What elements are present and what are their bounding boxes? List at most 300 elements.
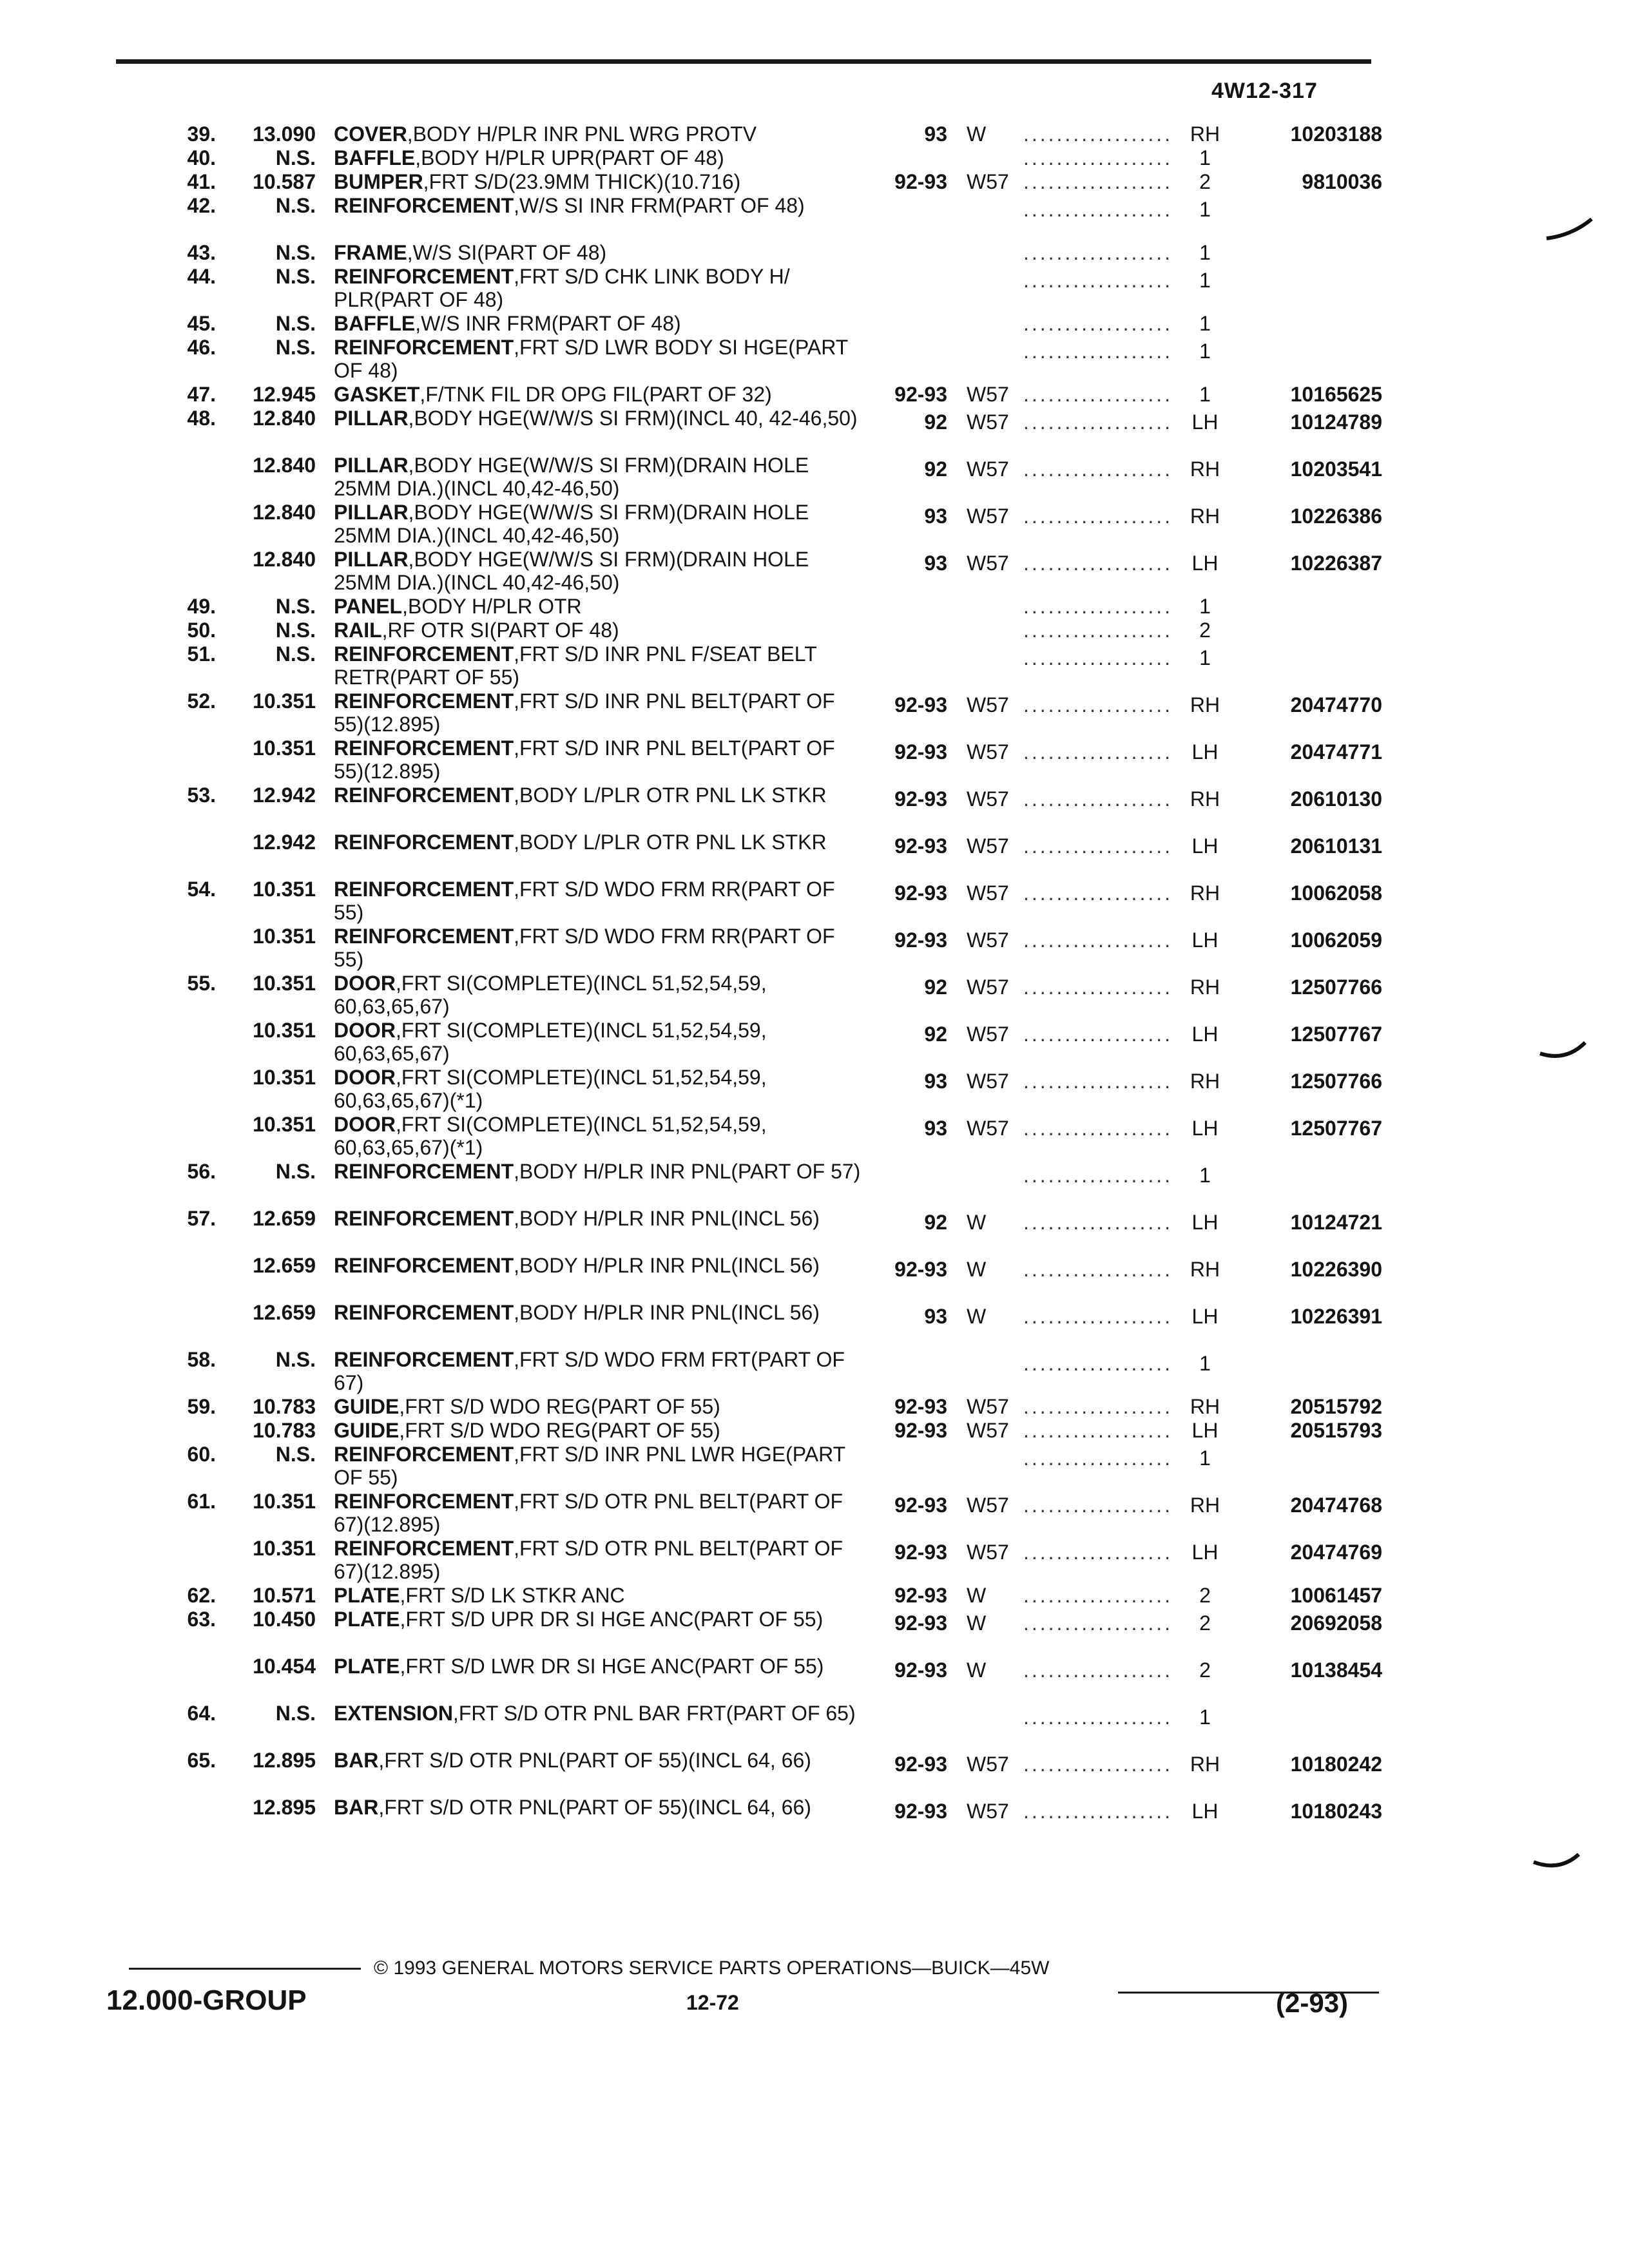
model-year: 92-93 bbox=[894, 1800, 947, 1823]
part-number: 10062059 bbox=[1290, 928, 1382, 952]
part-description bbox=[334, 336, 869, 382]
quantity: 2 bbox=[1199, 170, 1211, 193]
model-year: 92-93 bbox=[894, 1541, 947, 1564]
table-row bbox=[0, 1702, 1629, 1748]
part-name: REINFORCEMENT bbox=[334, 783, 514, 807]
model-year: 92-93 bbox=[894, 1258, 947, 1281]
group-number: N.S. bbox=[275, 1348, 316, 1371]
part-number: 20474768 bbox=[1290, 1494, 1382, 1517]
part-detail: ,FRT S/D OTR PNL BAR FRT(PART OF 65) bbox=[452, 1702, 856, 1725]
part-number: 20474770 bbox=[1290, 693, 1382, 716]
quantity: RH bbox=[1190, 1258, 1220, 1281]
model-code: W57 bbox=[967, 410, 1009, 434]
part-description bbox=[334, 689, 869, 736]
quantity: LH bbox=[1191, 1117, 1219, 1140]
quantity: RH bbox=[1190, 693, 1220, 716]
part-number: 20610130 bbox=[1290, 787, 1382, 811]
part-name: REINFORCEMENT bbox=[334, 642, 514, 666]
quantity: 1 bbox=[1199, 1164, 1211, 1187]
group-number: 12.895 bbox=[253, 1796, 316, 1819]
leader-dots: .................. bbox=[1023, 1419, 1173, 1442]
part-detail: ,FRT S/D UPR DR SI HGE ANC(PART OF 55) bbox=[400, 1608, 824, 1631]
part-name: REINFORCEMENT bbox=[334, 736, 514, 760]
part-detail: ,FRT SI(COMPLETE)(INCL 51,52,54,59, 60,63,65,67) bbox=[334, 972, 767, 1018]
part-description bbox=[334, 170, 869, 193]
group-number: N.S. bbox=[275, 619, 316, 642]
table-row bbox=[0, 1301, 1629, 1347]
group-number: 10.351 bbox=[253, 1537, 316, 1560]
model-code: W57 bbox=[967, 552, 1009, 575]
leader-dots: .................. bbox=[1023, 928, 1173, 952]
part-detail: ,FRT SI(COMPLETE)(INCL 51,52,54,59, 60,63,65,67) bbox=[334, 1019, 767, 1065]
quantity: LH bbox=[1191, 1211, 1219, 1234]
part-name: REINFORCEMENT bbox=[334, 265, 514, 288]
part-name: DOOR bbox=[334, 972, 396, 995]
part-number: 20515792 bbox=[1290, 1395, 1382, 1418]
group-number: N.S. bbox=[275, 312, 316, 335]
part-detail: ,FRT SI(COMPLETE)(INCL 51,52,54,59, 60,63,65,67)(*1) bbox=[334, 1113, 767, 1159]
part-name: GUIDE bbox=[334, 1419, 400, 1442]
quantity: LH bbox=[1191, 928, 1219, 952]
part-detail: ,FRT S/D WDO FRM FRT(PART OF 67) bbox=[334, 1348, 845, 1394]
group-number: 10.351 bbox=[253, 925, 316, 948]
group-number: 10.783 bbox=[253, 1419, 316, 1442]
part-detail: ,BODY H/PLR INR PNL(INCL 56) bbox=[514, 1207, 820, 1230]
table-row bbox=[0, 619, 1629, 642]
model-code: W57 bbox=[967, 1800, 1009, 1823]
part-number: 12507766 bbox=[1290, 975, 1382, 999]
model-code: W57 bbox=[967, 975, 1009, 999]
quantity: RH bbox=[1190, 122, 1220, 146]
model-year: 92-93 bbox=[894, 928, 947, 952]
part-detail: ,BODY L/PLR OTR PNL LK STKR bbox=[514, 831, 827, 854]
leader-dots: .................. bbox=[1023, 1658, 1173, 1682]
leader-dots: .................. bbox=[1023, 834, 1173, 858]
punch-hole-mark-middle bbox=[1537, 1037, 1588, 1063]
model-code: W bbox=[967, 1584, 987, 1607]
model-code: W57 bbox=[967, 457, 1009, 481]
leader-dots: .................. bbox=[1023, 312, 1173, 335]
table-row bbox=[0, 501, 1629, 547]
model-year: 93 bbox=[924, 1117, 947, 1140]
quantity: 1 bbox=[1199, 646, 1211, 669]
part-description bbox=[334, 1655, 869, 1678]
group-number: 12.659 bbox=[253, 1254, 316, 1277]
part-description bbox=[334, 383, 869, 406]
part-number: 12507767 bbox=[1290, 1023, 1382, 1046]
item-number: 40. bbox=[187, 146, 216, 169]
part-description bbox=[334, 736, 869, 783]
model-year: 92 bbox=[924, 410, 947, 434]
part-description bbox=[334, 1019, 869, 1065]
part-name: BUMPER bbox=[334, 170, 423, 193]
quantity: LH bbox=[1191, 1800, 1219, 1823]
leader-dots: .................. bbox=[1023, 693, 1173, 716]
group-number: 10.351 bbox=[253, 1490, 316, 1513]
part-name: REINFORCEMENT bbox=[334, 1490, 514, 1513]
part-detail: ,FRT SI(COMPLETE)(INCL 51,52,54,59, 60,63,65,67)(*1) bbox=[334, 1066, 767, 1112]
leader-dots: .................. bbox=[1023, 1800, 1173, 1823]
part-detail: ,BODY HGE(W/W/S SI FRM)(DRAIN HOLE 25MM DIA.)(INCL 40,42-46,50) bbox=[334, 548, 809, 594]
quantity: RH bbox=[1190, 457, 1220, 481]
model-year: 92-93 bbox=[894, 787, 947, 811]
item-number: 58. bbox=[187, 1348, 216, 1371]
item-number: 39. bbox=[187, 122, 216, 146]
group-number: N.S. bbox=[275, 642, 316, 666]
model-year: 93 bbox=[924, 122, 947, 146]
leader-dots: .................. bbox=[1023, 1258, 1173, 1281]
table-row bbox=[0, 265, 1629, 311]
part-name: PLATE bbox=[334, 1608, 400, 1631]
part-description bbox=[334, 407, 869, 430]
table-row bbox=[0, 878, 1629, 924]
part-name: BAR bbox=[334, 1749, 379, 1772]
group-number: 10.351 bbox=[253, 689, 316, 713]
item-number: 65. bbox=[187, 1749, 216, 1772]
part-detail: ,FRT S/D INR PNL F/SEAT BELT RETR(PART OF 55) bbox=[334, 642, 817, 689]
quantity: LH bbox=[1191, 552, 1219, 575]
group-number: 10.351 bbox=[253, 736, 316, 760]
part-description bbox=[334, 501, 869, 547]
quantity: 1 bbox=[1199, 269, 1211, 292]
part-description bbox=[334, 122, 869, 146]
leader-dots: .................. bbox=[1023, 1494, 1173, 1517]
leader-dots: .................. bbox=[1023, 1023, 1173, 1046]
model-code: W57 bbox=[967, 693, 1009, 716]
part-number: 20474771 bbox=[1290, 740, 1382, 764]
item-number: 41. bbox=[187, 170, 216, 193]
table-row bbox=[0, 1254, 1629, 1300]
part-detail: ,BODY HGE(W/W/S SI FRM)(INCL 40, 42-46,50) bbox=[408, 407, 858, 430]
model-year: 92 bbox=[924, 457, 947, 481]
model-year: 92-93 bbox=[894, 1658, 947, 1682]
item-number: 48. bbox=[187, 407, 216, 430]
model-code: W bbox=[967, 1611, 987, 1635]
part-number: 10124789 bbox=[1290, 410, 1382, 434]
table-row bbox=[0, 1395, 1629, 1418]
part-description bbox=[334, 548, 869, 594]
model-code: W57 bbox=[967, 787, 1009, 811]
part-number: 12507767 bbox=[1290, 1117, 1382, 1140]
group-number: 13.090 bbox=[253, 122, 316, 146]
part-detail: ,FRT S/D(23.9MM THICK)(10.716) bbox=[423, 170, 741, 193]
part-description bbox=[334, 1443, 869, 1489]
leader-dots: .................. bbox=[1023, 198, 1173, 221]
group-number: N.S. bbox=[275, 1443, 316, 1466]
part-name: DOOR bbox=[334, 1019, 396, 1042]
table-row bbox=[0, 642, 1629, 689]
table-row bbox=[0, 1113, 1629, 1159]
item-number: 44. bbox=[187, 265, 216, 288]
group-number: 10.450 bbox=[253, 1608, 316, 1631]
part-description bbox=[334, 194, 869, 217]
part-name: REINFORCEMENT bbox=[334, 1207, 514, 1230]
leader-dots: .................. bbox=[1023, 1584, 1173, 1607]
table-row bbox=[0, 1419, 1629, 1442]
page-code: 4W12-317 bbox=[1211, 79, 1318, 103]
table-row bbox=[0, 925, 1629, 971]
table-row bbox=[0, 1019, 1629, 1065]
table-row bbox=[0, 454, 1629, 500]
part-name: PILLAR bbox=[334, 454, 409, 477]
table-row bbox=[0, 1066, 1629, 1112]
model-year: 92-93 bbox=[894, 881, 947, 905]
group-number: N.S. bbox=[275, 595, 316, 618]
part-name: REINFORCEMENT bbox=[334, 689, 514, 713]
group-number: 10.351 bbox=[253, 972, 316, 995]
part-detail: ,BODY H/PLR INR PNL(PART OF 57) bbox=[514, 1160, 861, 1183]
part-detail: ,FRT S/D WDO FRM RR(PART OF 55) bbox=[334, 878, 835, 924]
model-year: 92-93 bbox=[894, 740, 947, 764]
group-number: 12.942 bbox=[253, 783, 316, 807]
quantity: LH bbox=[1191, 1023, 1219, 1046]
punch-hole-mark-top bbox=[1543, 216, 1595, 242]
model-code: W57 bbox=[967, 1023, 1009, 1046]
quantity: 1 bbox=[1199, 340, 1211, 363]
quantity: RH bbox=[1190, 787, 1220, 811]
part-name: BAFFLE bbox=[334, 312, 416, 335]
table-row bbox=[0, 1160, 1629, 1206]
part-name: REINFORCEMENT bbox=[334, 194, 514, 217]
part-detail: ,BODY HGE(W/W/S SI FRM)(DRAIN HOLE 25MM DIA.)(INCL 40,42-46,50) bbox=[334, 454, 809, 500]
model-code: W57 bbox=[967, 170, 1009, 193]
item-number: 55. bbox=[187, 972, 216, 995]
quantity: RH bbox=[1190, 1753, 1220, 1776]
part-description bbox=[334, 241, 869, 264]
part-description bbox=[334, 878, 869, 924]
table-row bbox=[0, 1443, 1629, 1489]
model-code: W57 bbox=[967, 1541, 1009, 1564]
model-year: 92-93 bbox=[894, 1753, 947, 1776]
item-number: 52. bbox=[187, 689, 216, 713]
part-description bbox=[334, 1796, 869, 1819]
model-code: W57 bbox=[967, 1395, 1009, 1418]
table-row bbox=[0, 336, 1629, 382]
leader-dots: .................. bbox=[1023, 505, 1173, 528]
table-row bbox=[0, 1584, 1629, 1607]
part-detail: ,W/S SI(PART OF 48) bbox=[407, 241, 607, 264]
leader-dots: .................. bbox=[1023, 122, 1173, 146]
model-code: W57 bbox=[967, 1419, 1009, 1442]
part-detail: ,RF OTR SI(PART OF 48) bbox=[381, 619, 619, 642]
table-row bbox=[0, 1490, 1629, 1536]
part-name: PILLAR bbox=[334, 548, 409, 571]
part-detail: ,BODY H/PLR INR PNL(INCL 56) bbox=[514, 1301, 820, 1324]
leader-dots: .................. bbox=[1023, 552, 1173, 575]
part-number: 9810036 bbox=[1302, 170, 1382, 193]
model-code: W bbox=[967, 1658, 987, 1682]
part-description bbox=[334, 619, 869, 642]
leader-dots: .................. bbox=[1023, 1541, 1173, 1564]
part-name: PLATE bbox=[334, 1584, 400, 1607]
part-description bbox=[334, 1066, 869, 1112]
table-row bbox=[0, 1796, 1629, 1842]
model-code: W57 bbox=[967, 1494, 1009, 1517]
part-name: REINFORCEMENT bbox=[334, 1301, 514, 1324]
model-code: W bbox=[967, 1211, 987, 1234]
group-number: 10.571 bbox=[253, 1584, 316, 1607]
part-detail: ,FRT S/D OTR PNL BELT(PART OF 67)(12.895) bbox=[334, 1490, 843, 1536]
part-detail: ,BODY HGE(W/W/S SI FRM)(DRAIN HOLE 25MM DIA.)(INCL 40,42-46,50) bbox=[334, 501, 809, 547]
part-detail: ,BODY H/PLR UPR(PART OF 48) bbox=[415, 146, 724, 169]
model-year: 92-93 bbox=[894, 383, 947, 406]
part-description bbox=[334, 1608, 869, 1631]
part-detail: ,BODY H/PLR OTR bbox=[402, 595, 582, 618]
leader-dots: .................. bbox=[1023, 740, 1173, 764]
group-number: N.S. bbox=[275, 146, 316, 169]
part-detail: ,FRT S/D INR PNL BELT(PART OF 55)(12.895) bbox=[334, 689, 835, 736]
quantity: RH bbox=[1190, 1395, 1220, 1418]
part-number: 10180243 bbox=[1290, 1800, 1382, 1823]
part-description bbox=[334, 1254, 869, 1277]
leader-dots: .................. bbox=[1023, 1117, 1173, 1140]
leader-dots: .................. bbox=[1023, 1753, 1173, 1776]
part-detail: ,BODY H/PLR INR PNL(INCL 56) bbox=[514, 1254, 820, 1277]
leader-dots: .................. bbox=[1023, 340, 1173, 363]
item-number: 46. bbox=[187, 336, 216, 359]
model-year: 92 bbox=[924, 1211, 947, 1234]
quantity: 2 bbox=[1199, 1658, 1211, 1682]
part-name: GUIDE bbox=[334, 1395, 400, 1418]
part-number: 10180242 bbox=[1290, 1753, 1382, 1776]
part-detail: ,FRT S/D WDO REG(PART OF 55) bbox=[399, 1419, 720, 1442]
group-number: N.S. bbox=[275, 336, 316, 359]
part-number: 10062058 bbox=[1290, 881, 1382, 905]
group-number: 12.840 bbox=[253, 407, 316, 430]
group-number: N.S. bbox=[275, 265, 316, 288]
leader-dots: .................. bbox=[1023, 1446, 1173, 1470]
part-name: REINFORCEMENT bbox=[334, 831, 514, 854]
group-number: 10.783 bbox=[253, 1395, 316, 1418]
table-row bbox=[0, 170, 1629, 193]
part-description bbox=[334, 454, 869, 500]
leader-dots: .................. bbox=[1023, 619, 1173, 642]
part-description bbox=[334, 1301, 869, 1324]
part-description bbox=[334, 1348, 869, 1394]
leader-dots: .................. bbox=[1023, 787, 1173, 811]
leader-dots: .................. bbox=[1023, 457, 1173, 481]
part-number: 10226390 bbox=[1290, 1258, 1382, 1281]
quantity: 1 bbox=[1199, 383, 1211, 406]
part-detail: ,FRT S/D OTR PNL(PART OF 55)(INCL 64, 66) bbox=[378, 1749, 811, 1772]
part-detail: ,FRT S/D WDO REG(PART OF 55) bbox=[399, 1395, 720, 1418]
part-description bbox=[334, 265, 869, 311]
model-year: 92-93 bbox=[894, 834, 947, 858]
leader-dots: .................. bbox=[1023, 1706, 1173, 1729]
model-year: 92-93 bbox=[894, 1494, 947, 1517]
item-number: 49. bbox=[187, 595, 216, 618]
group-number: 10.351 bbox=[253, 1066, 316, 1089]
part-description bbox=[334, 312, 869, 335]
model-year: 92-93 bbox=[894, 1419, 947, 1442]
table-row bbox=[0, 972, 1629, 1018]
model-code: W bbox=[967, 1258, 987, 1281]
model-year: 92-93 bbox=[894, 693, 947, 716]
model-code: W57 bbox=[967, 505, 1009, 528]
part-number: 10165625 bbox=[1290, 383, 1382, 406]
group-number: 10.454 bbox=[253, 1655, 316, 1678]
table-row bbox=[0, 1749, 1629, 1795]
item-number: 54. bbox=[187, 878, 216, 901]
model-code: W57 bbox=[967, 1753, 1009, 1776]
part-description bbox=[334, 831, 869, 854]
part-name: PANEL bbox=[334, 595, 403, 618]
part-name: PILLAR bbox=[334, 407, 409, 430]
model-code: W57 bbox=[967, 1117, 1009, 1140]
leader-dots: .................. bbox=[1023, 1352, 1173, 1375]
model-year: 92-93 bbox=[894, 1395, 947, 1418]
part-description bbox=[334, 1749, 869, 1772]
table-row bbox=[0, 194, 1629, 240]
part-name: COVER bbox=[334, 122, 407, 146]
copyright-line: © 1993 GENERAL MOTORS SERVICE PARTS OPERATIONS—BUICK—45W bbox=[374, 1957, 1050, 1979]
model-code: W57 bbox=[967, 834, 1009, 858]
part-name: REINFORCEMENT bbox=[334, 1443, 514, 1466]
item-number: 64. bbox=[187, 1702, 216, 1725]
table-row bbox=[0, 783, 1629, 830]
quantity: RH bbox=[1190, 505, 1220, 528]
model-code: W bbox=[967, 1305, 987, 1328]
part-description bbox=[334, 595, 869, 618]
leader-dots: .................. bbox=[1023, 881, 1173, 905]
table-row bbox=[0, 407, 1629, 453]
part-description bbox=[334, 925, 869, 971]
part-detail: ,FRT S/D INR PNL LWR HGE(PART OF 55) bbox=[334, 1443, 845, 1489]
item-number: 43. bbox=[187, 241, 216, 264]
quantity: 2 bbox=[1199, 1611, 1211, 1635]
quantity: 1 bbox=[1199, 1706, 1211, 1729]
table-row bbox=[0, 831, 1629, 877]
quantity: LH bbox=[1191, 1419, 1219, 1442]
quantity: LH bbox=[1191, 834, 1219, 858]
part-description bbox=[334, 1160, 869, 1183]
part-number: 20474769 bbox=[1290, 1541, 1382, 1564]
item-number: 63. bbox=[187, 1608, 216, 1631]
model-year: 92 bbox=[924, 1023, 947, 1046]
model-year: 93 bbox=[924, 505, 947, 528]
table-row bbox=[0, 736, 1629, 783]
model-year: 93 bbox=[924, 1305, 947, 1328]
group-number: 12.659 bbox=[253, 1207, 316, 1230]
quantity: RH bbox=[1190, 881, 1220, 905]
part-detail: ,FRT S/D INR PNL BELT(PART OF 55)(12.895) bbox=[334, 736, 835, 783]
group-number: 12.945 bbox=[253, 383, 316, 406]
quantity: 1 bbox=[1199, 1446, 1211, 1470]
part-detail: ,FRT S/D LWR DR SI HGE ANC(PART OF 55) bbox=[400, 1655, 824, 1678]
item-number: 45. bbox=[187, 312, 216, 335]
footer-rule-left bbox=[129, 1968, 361, 1970]
group-number: N.S. bbox=[275, 194, 316, 217]
item-number: 57. bbox=[187, 1207, 216, 1230]
part-name: REINFORCEMENT bbox=[334, 878, 514, 901]
part-name: EXTENSION bbox=[334, 1702, 453, 1725]
quantity: 1 bbox=[1199, 595, 1211, 618]
model-year: 92-93 bbox=[894, 1611, 947, 1635]
item-number: 60. bbox=[187, 1443, 216, 1466]
quantity: LH bbox=[1191, 740, 1219, 764]
group-number: 12.840 bbox=[253, 454, 316, 477]
leader-dots: .................. bbox=[1023, 383, 1173, 406]
leader-dots: .................. bbox=[1023, 146, 1173, 169]
group-number: 10.351 bbox=[253, 1113, 316, 1136]
leader-dots: .................. bbox=[1023, 595, 1173, 618]
group-number: 12.895 bbox=[253, 1749, 316, 1772]
table-row bbox=[0, 689, 1629, 736]
model-year: 93 bbox=[924, 552, 947, 575]
part-name: REINFORCEMENT bbox=[334, 336, 514, 359]
leader-dots: .................. bbox=[1023, 975, 1173, 999]
part-number: 10226391 bbox=[1290, 1305, 1382, 1328]
